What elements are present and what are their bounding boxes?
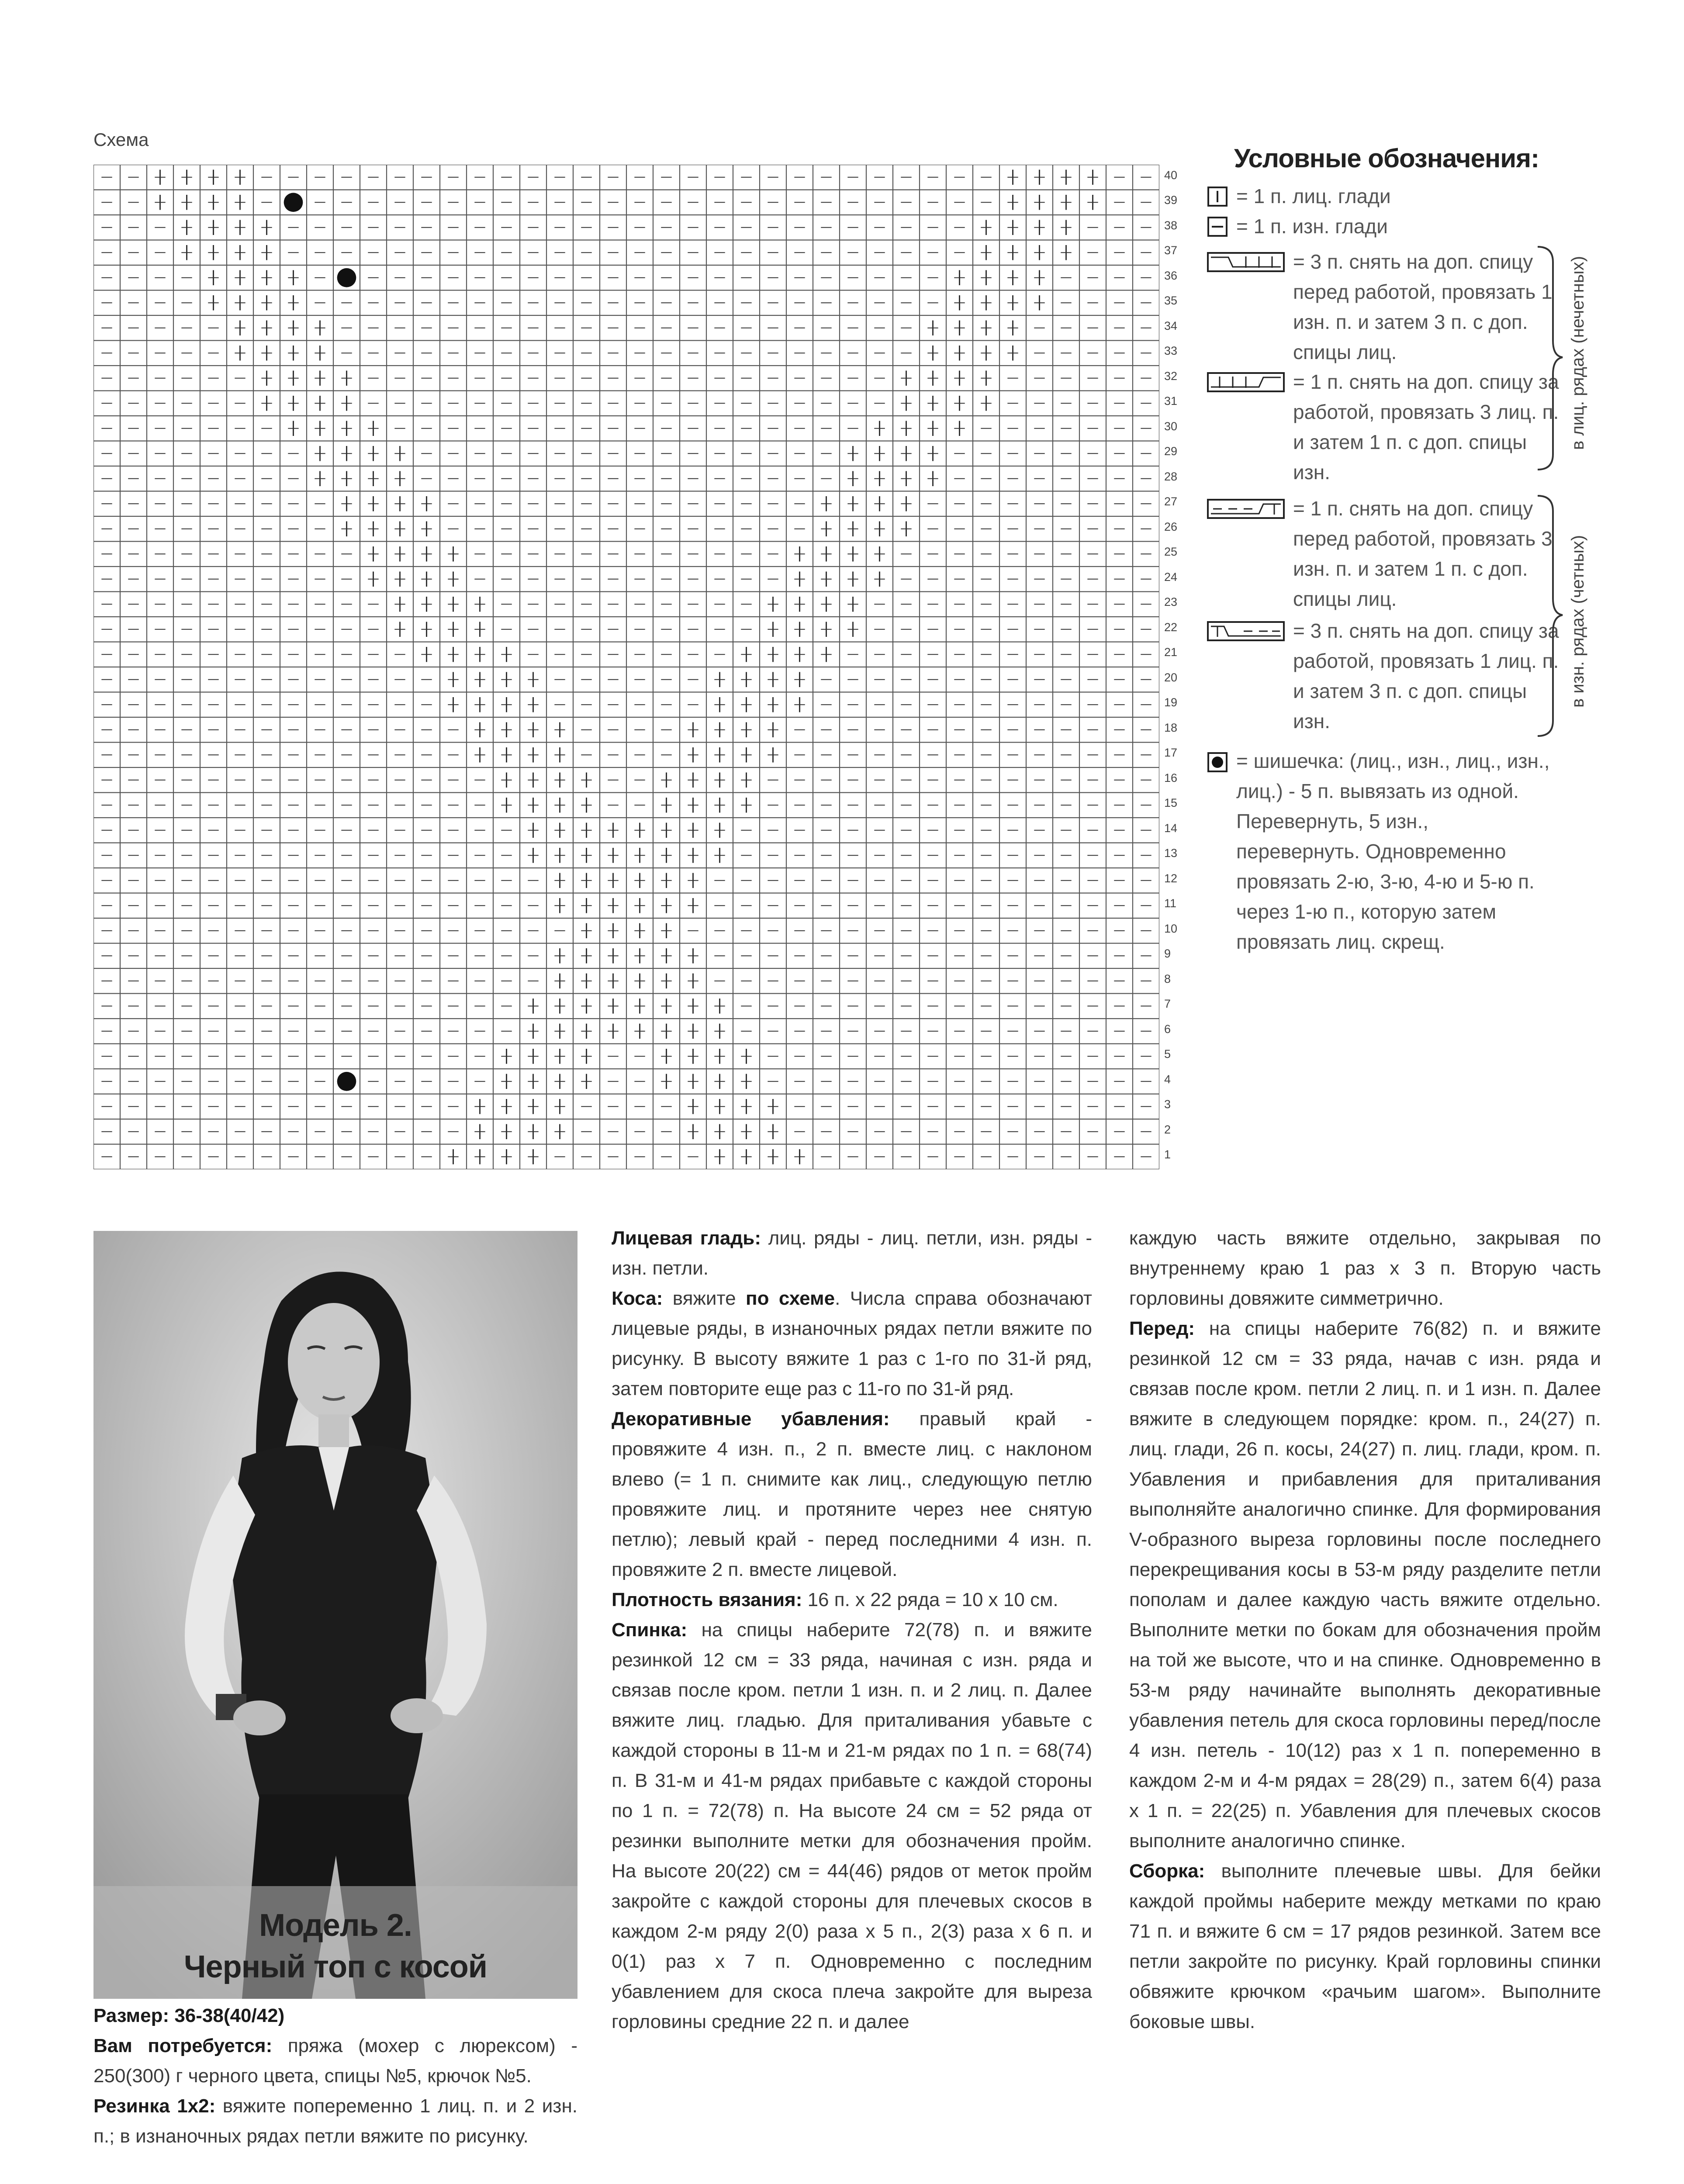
cable-front-purl-icon [1207, 251, 1285, 273]
chart-row-number: 32 [1164, 369, 1178, 383]
bobble-icon [1207, 751, 1228, 773]
chart-row-number: 40 [1164, 168, 1178, 182]
chart-row-number: 14 [1164, 821, 1178, 835]
chart-row-number: 29 [1164, 445, 1178, 458]
chart-row-number: 8 [1164, 972, 1171, 985]
gauge-label: Плотность вязания: [612, 1589, 802, 1610]
chart-row-number: 31 [1164, 394, 1178, 408]
brace-even-label: в изн. рядах (четных) [1568, 535, 1587, 708]
chart-row-number: 18 [1164, 721, 1178, 734]
cable-front-purl3-icon [1207, 498, 1285, 520]
cable-label: Коса: [612, 1288, 663, 1309]
front-text: на спицы наберите 76(82) п. и вяжите резинкой 12 см = 33 ряда, начав с изн. ряда и связав после кром. петли 2 лиц. п. и 1 изн. п. Далее вяжите в следующем порядке: кром. п., 24(27) п. лиц. глади, 26 п. косы, 24(27) п. лиц. глади, кром. п. Убавления и прибавления для приталивания выполняйте аналогично спинке. Для формирования V-образного выреза горловины после последнего перекрещивания косы в 53-м ряду разделите петли пополам и далее каждую часть вяжите отдельно. Выполните метки по бокам для обозначения пройм на той же высоте, что и на спинке. Одновременно в 53-м ряду начинайте выполнять декоративные убавления петель для скоса горловины перед/после 4 изн. петель - 10(12) раз х 1 п. попеременно в каждом 2-м и 4-м рядах = 28(29) п., затем 6(4) раза х 1 п. = 22(25) п. Убавления для плечевых скосов выполните аналогично спинке. [1129, 1318, 1601, 1852]
chart-row-number: 24 [1164, 570, 1178, 584]
neckline-text: каждую часть вяжите отдельно, закрывая по внутреннему краю 1 раз х 3 п. Вторую часть горловины довяжите симметрично. [1129, 1227, 1601, 1309]
legend-cable-4: = 3 п. снять на доп. спицу за работой, провязать 1 лиц. п. и затем 3 п. с доп. спицы изн. [1293, 619, 1559, 733]
decreases-text: правый край - провяжите 4 изн. п., 2 п. вместе лиц. с наклоном влево (= 1 п. снимите как лиц., следующую петлю провяжите лиц. и протяните через нее снятую петлю); левый край - перед последними 4 изн. п. провяжите 2 п. вместе лицевой. [612, 1408, 1092, 1580]
front-label: Перед: [1129, 1318, 1195, 1339]
chart-row-number: 16 [1164, 771, 1178, 784]
purl-stitch-icon [1207, 216, 1228, 238]
legend-knit: = 1 п. лиц. глади [1236, 185, 1391, 207]
legend-cable-1: = 3 п. снять на доп. спицу перед работой, провязать 1 изн. п. и затем 3 п. с доп. спицы лиц. [1293, 250, 1553, 363]
legend-bobble: = шишечка: (лиц., изн., лиц., изн., лиц.) - 5 п. вывязать из одной. Перевернуть, 5 изн., перевернуть. Одновременно провязать 2-ю, 3-ю, 4-ю и 5-ю п. через 1-ю п., которую затем провязать лиц. скрещ. [1236, 750, 1550, 953]
chart-row-number: 9 [1164, 947, 1171, 961]
text-column-1 [93, 2001, 577, 2151]
chart-row-number: 15 [1164, 796, 1178, 810]
materials-label: Вам потребуется: [93, 2035, 273, 2056]
rib-label: Резинка 1х2: [93, 2095, 216, 2117]
chart-row-number: 38 [1164, 218, 1178, 232]
materials-text: пряжа (мохер с люрексом) - 250(300) г черного цвета, спицы №5, крючок №5. [93, 2035, 577, 2087]
chart-row-number: 13 [1164, 847, 1178, 860]
gauge-text: 16 п. х 22 ряда = 10 х 10 см. [802, 1589, 1058, 1610]
chart-row-number: 7 [1164, 997, 1171, 1011]
chart-row-number: 28 [1164, 470, 1178, 483]
chart-row-number: 12 [1164, 871, 1178, 885]
decreases-label: Декоративные убавления: [612, 1408, 890, 1430]
chart-row-number: 3 [1164, 1098, 1171, 1111]
chart-row-number: 17 [1164, 746, 1178, 760]
chart-row-number: 20 [1164, 670, 1178, 684]
text-column-3 [1129, 1223, 1601, 2037]
brace-odd-label: в лиц. рядах (нечетных) [1568, 256, 1587, 450]
photo-caption-line2: Черный топ с косой [183, 1949, 488, 1984]
chart-row-number: 23 [1164, 595, 1178, 609]
chart-row-number: 6 [1164, 1022, 1171, 1036]
brace-even-rows [1535, 494, 1566, 738]
chart-row-number: 26 [1164, 520, 1178, 533]
chart-row-number: 5 [1164, 1047, 1171, 1061]
chart-row-number: 36 [1164, 269, 1178, 282]
text-column-2: Лицевая гладь: лиц. ряды - лиц. петли, изн. ряды - изн. петли. Коса: вяжите по схеме. Числа справа обозначают лицевые ряды, в изнаночных рядах петли вяжите по рисунку. В высоту вяжите 1 раз с 1-го по 31-й ряд, затем повторите еще раз с 11-го по 31-й ряд. Декоративные убавления: правый край - провяжите 4 изн. п., 2 п. вместе лиц. с наклоном влево (= 1 п. снимите как лиц., следующую петлю провяжите лиц. и протяните через нее снятую петлю); левый край - перед последними 4 изн. п. провяжите 2 п. вместе лицевой. Плотность вязания: 16 п. х 22 ряда = 10 х 10 см. Спинка: на спицы наберите 72(78) п. и вяжите резинкой 12 см = 33 ряда, начиная с изн. ряда и связав после кром. петли 1 изн. п. и 2 лиц. п. Далее вяжите лиц. гладью. Для приталивания убавьте с каждой стороны в 11-м и 21-м рядах по 1 п. = 68(74) п. В 31-м и 41-м рядах прибавьте с каждой стороны по 1 п. = 72(78) п. На высоте 24 см = 52 ряда от резинки выполните метки для обозначения пройм. На высоте 20(22) см = 44(46) рядов от меток пройм закройте с каждой стороны для плечевых скосов в каждом 2-м ряду 2(0) раза х 5 п., 2(3) раза х 6 п. и 0(1) раз х 7 п. Одновременно с последним убавлением для скоса плеча закройте для выреза горловины средние 22 п. и далее [612, 1227, 1093, 2032]
brace-odd-rows [1535, 245, 1566, 472]
cable-text: . Числа справа обозначают лицевые ряды, в изнаночных рядах петли вяжите по рисунку. В высоту вяжите 1 раз с 1-го по 31-й ряд, затем повторите еще раз с 11-го по 31-й ряд. [612, 1288, 1092, 1400]
legend-title: Условные обозначения: [1234, 144, 1539, 173]
size-label: Размер: 36-38(40/42) [93, 2005, 285, 2026]
knitting-chart [93, 165, 1159, 1169]
rib-text: вяжите попеременно 1 лиц. п. и 2 изн. п.; в изнаночных рядах петли вяжите по рисунку. [93, 2095, 577, 2147]
chart-row-number: 4 [1164, 1072, 1171, 1086]
legend-cable-3: = 1 п. снять на доп. спицу перед работой, провязать 3 изн. п. и затем 1 п. с доп. спицы лиц. [1293, 497, 1553, 610]
back-text: на спицы наберите 72(78) п. и вяжите резинкой 12 см = 33 ряда, начиная с изн. ряда и связав после кром. петли 1 изн. п. и 2 лиц. п. Далее вяжите лиц. гладью. Для приталивания убавьте с каждой стороны в 11-м и 21-м рядах по 1 п. = 68(74) п. В 31-м и 41-м рядах прибавьте с каждой стороны по 1 п. = 72(78) п. На высоте 24 см = 52 ряда от резинки выполните метки для обозначения пройм. На высоте 20(22) см = 44(46) рядов от меток пройм закройте с каждой стороны для плечевых скосов в каждом 2-м ряду 2(0) раза х 5 п., 2(3) раза х 6 п. и 0(1) раз х 7 п. Одновременно с последним убавлением для скоса плеча закройте для выреза горловины средние 22 п. и далее [612, 1619, 1092, 2032]
stockinette-label: Лицевая гладь: [612, 1227, 761, 1249]
chart-row-number: 2 [1164, 1123, 1171, 1136]
bobble-mark [337, 1072, 356, 1091]
chart-row-number: 39 [1164, 194, 1178, 207]
cable-back-knit-icon [1207, 371, 1285, 393]
knit-stitch-icon [1207, 186, 1228, 207]
legend-cable-2: = 1 п. снять на доп. спицу за работой, провязать 3 лиц. п. и затем 1 п. с доп. спицы изн. [1293, 370, 1559, 484]
model-photo [93, 1231, 577, 1999]
chart-row-number: 33 [1164, 344, 1178, 358]
chart-row-number: 27 [1164, 495, 1178, 508]
chart-row-number: 11 [1164, 897, 1177, 910]
cable-back-knit1-icon [1207, 620, 1285, 642]
chart-row-number: 10 [1164, 922, 1178, 935]
photo-caption-line1: Модель 2. [259, 1908, 412, 1943]
schema-title: Схема [93, 129, 149, 150]
chart-row-number: 22 [1164, 620, 1178, 634]
chart-row-number: 37 [1164, 244, 1178, 257]
chart-row-number: 19 [1164, 696, 1178, 709]
chart-row-number: 34 [1164, 319, 1178, 332]
legend-purl: = 1 п. изн. глади [1236, 215, 1388, 238]
assembly-text: выполните плечевые швы. Для бейки каждой проймы наберите между метками по краю 71 п. и вяжите 6 см = 17 рядов резинкой. Затем все петли закройте по рисунку. Край горловины спинки обвяжите крючком «рачьим шагом». Выполните боковые швы. [1129, 1860, 1601, 2032]
bobble-mark [337, 268, 356, 287]
bobble-mark [284, 193, 303, 212]
chart-row-number: 25 [1164, 545, 1178, 559]
stockinette-text: лиц. ряды - лиц. петли, изн. ряды - изн. петли. [612, 1227, 1093, 1279]
back-label: Спинка: [612, 1619, 688, 1641]
chart-row-number: 1 [1164, 1148, 1171, 1161]
assembly-label: Сборка: [1129, 1860, 1205, 1882]
chart-row-number: 35 [1164, 294, 1178, 308]
chart-row-number: 30 [1164, 419, 1178, 433]
chart-row-number: 21 [1164, 646, 1178, 659]
